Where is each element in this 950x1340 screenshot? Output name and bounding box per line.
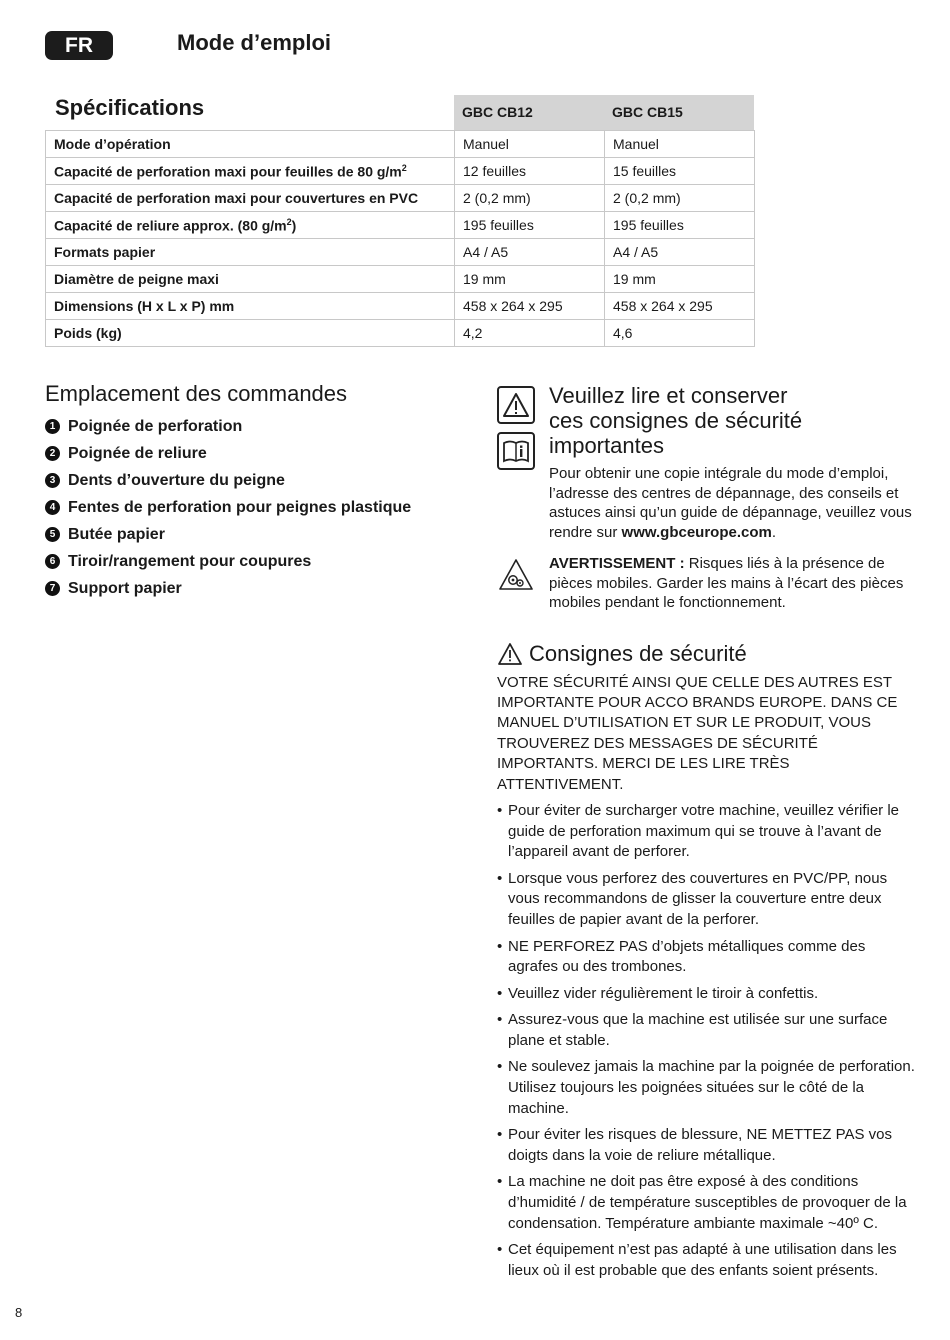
page-title: Mode d’emploi	[177, 30, 331, 55]
spec-row	[46, 266, 755, 293]
controls-section	[45, 381, 465, 602]
spec-value: 2 (0,2 mm)	[455, 185, 605, 212]
control-number-badge: 7	[45, 581, 60, 596]
controls-title: Emplacement des commandes	[45, 381, 348, 406]
spec-label: Diamètre de peigne maxi	[46, 266, 455, 293]
safety-heading-line: importantes	[549, 433, 664, 458]
control-number-badge: 6	[45, 554, 60, 569]
control-item	[45, 440, 465, 467]
spec-column-header: GBC CB15	[604, 95, 754, 130]
spec-value: 195 feuilles	[605, 212, 755, 239]
safety-heading-line: Veuillez lire et conserver	[549, 383, 788, 408]
spec-value: 4,2	[455, 320, 605, 347]
control-item	[45, 548, 465, 575]
warning-label: AVERTISSEMENT :	[549, 555, 685, 572]
spec-value: 12 feuilles	[455, 158, 605, 185]
control-item	[45, 521, 465, 548]
spec-label: Dimensions (H x L x P) mm	[46, 293, 455, 320]
control-item	[45, 494, 465, 521]
control-label: Poignée de reliure	[68, 444, 207, 462]
safety-notice: VOTRE SÉCURITÉ AINSI QUE CELLE DES AUTRES EST IMPORTANTE POUR ACCO BRANDS EUROPE. DANS CE MANUEL D’UTILISATION ET SUR LE PRODUIT, VOUS TROUVEREZ DES MESSAGES DE SÉCURITÉ IMPORTANTS. MERCI DE LES LIRE TRÈS ATTENTIVEMENT.	[497, 673, 898, 793]
specifications-section	[45, 95, 754, 347]
safety-bullet: • NE PERFOREZ PAS d’objets métalliques comme des agrafes ou des trombones.	[497, 937, 917, 978]
spec-title: Spécifications	[55, 95, 205, 120]
spec-row	[46, 212, 755, 239]
spec-label: Poids (kg)	[46, 320, 455, 347]
website-link[interactable]: www.gbceurope.com	[621, 523, 772, 541]
moving-parts-icon	[497, 556, 535, 594]
safety-bullet: • Pour éviter de surcharger votre machine, veuillez vérifier le guide de perforation maximum qui se trouve à l’avant de l’appareil avant de perforer.	[497, 801, 917, 863]
control-label: Fentes de perforation pour peignes plastique	[68, 498, 412, 516]
safety-heading	[549, 383, 917, 458]
control-label: Butée papier	[68, 525, 165, 543]
control-item	[45, 467, 465, 494]
spec-value: 15 feuilles	[605, 158, 755, 185]
language-badge: FR	[45, 31, 113, 60]
spec-label: Formats papier	[46, 239, 455, 266]
safety-intro	[549, 464, 917, 542]
safety-bullet: • Pour éviter les risques de blessure, NE METTEZ PAS vos doigts dans la voie de reliure métallique.	[497, 1125, 917, 1166]
safety-bullet: • La machine ne doit pas être exposé à des conditions d’humidité / de température susceptibles de provoquer de la condensation. Température ambiante maximale ~40º C.	[497, 1172, 917, 1234]
control-item	[45, 413, 465, 440]
consignes-title-text: Consignes de sécurité	[529, 640, 747, 666]
manual-info-icon	[497, 432, 535, 470]
spec-row	[46, 131, 755, 158]
spec-row	[46, 239, 755, 266]
warning-triangle-icon	[497, 386, 535, 424]
spec-table	[45, 130, 755, 347]
safety-bullet: • Ne soulevez jamais la machine par la poignée de perforation. Utilisez toujours les poignées situées sur le côté de la machine.	[497, 1057, 917, 1119]
control-number-badge: 2	[45, 446, 60, 461]
control-label: Poignée de perforation	[68, 417, 243, 435]
spec-value: Manuel	[455, 131, 605, 158]
spec-label: Capacité de perforation maxi pour couvertures en PVC	[46, 185, 455, 212]
spec-row	[46, 185, 755, 212]
page-number: 8	[15, 1305, 23, 1320]
safety-section	[497, 383, 917, 1287]
control-number-badge: 3	[45, 473, 60, 488]
safety-bullet: • Cet équipement n’est pas adapté à une utilisation dans les lieux où il est probable que des enfants soient présents.	[497, 1240, 917, 1281]
spec-row	[46, 320, 755, 347]
warning-text: Risques liés à la présence de pièces mobiles. Garder les mains à l’écart des pièces mobiles pendant le fonctionnement.	[549, 555, 904, 611]
control-label: Tiroir/rangement pour coupures	[68, 552, 312, 570]
safety-bullet: • Lorsque vous perforez des couvertures en PVC/PP, nous vous recommandons de glisser la couverture entre deux feuilles de papier avant de la perforer.	[497, 869, 917, 931]
spec-value: 458 x 264 x 295	[605, 293, 755, 320]
safety-bullet: • Assurez-vous que la machine est utilisée sur une surface plane et stable.	[497, 1010, 917, 1051]
warning-triangle-icon	[497, 642, 523, 666]
moving-parts-warning	[497, 554, 917, 613]
spec-column-header: GBC CB12	[454, 95, 604, 130]
control-item	[45, 575, 465, 602]
control-label: Dents d’ouverture du peigne	[68, 471, 285, 489]
spec-value: 458 x 264 x 295	[455, 293, 605, 320]
spec-value: Manuel	[605, 131, 755, 158]
control-number-badge: 4	[45, 500, 60, 515]
spec-value: 19 mm	[455, 266, 605, 293]
control-label: Support papier	[68, 579, 182, 597]
spec-value: 2 (0,2 mm)	[605, 185, 755, 212]
control-number-badge: 5	[45, 527, 60, 542]
safety-heading-line: ces consignes de sécurité	[549, 408, 803, 433]
safety-bullet-list	[497, 801, 917, 1281]
spec-value: 4,6	[605, 320, 755, 347]
spec-value: A4 / A5	[455, 239, 605, 266]
spec-value: 195 feuilles	[455, 212, 605, 239]
controls-list	[45, 413, 465, 602]
intro-end: .	[771, 523, 777, 541]
control-number-badge: 1	[45, 419, 60, 434]
spec-value: 19 mm	[605, 266, 755, 293]
spec-row	[46, 293, 755, 320]
intro-text: Pour obtenir une copie intégrale du mode d’emploi, l’adresse des centres de dépannage, des conseils et astuces ainsi qu’un guide de dépannage, veuillez vous rendre sur	[549, 465, 912, 541]
spec-label: Mode d’opération	[46, 131, 455, 158]
spec-label: Capacité de reliure approx. (80 $g/m^2$)	[46, 212, 455, 239]
safety-instructions-title	[497, 641, 917, 667]
spec-row	[46, 158, 755, 185]
safety-bullet: • Veuillez vider régulièrement le tiroir à confettis.	[497, 984, 917, 1005]
spec-value: A4 / A5	[605, 239, 755, 266]
spec-table-header	[45, 95, 754, 130]
spec-label: Capacité de perforation maxi pour feuilles de 80 $g/m^2$	[46, 158, 455, 185]
